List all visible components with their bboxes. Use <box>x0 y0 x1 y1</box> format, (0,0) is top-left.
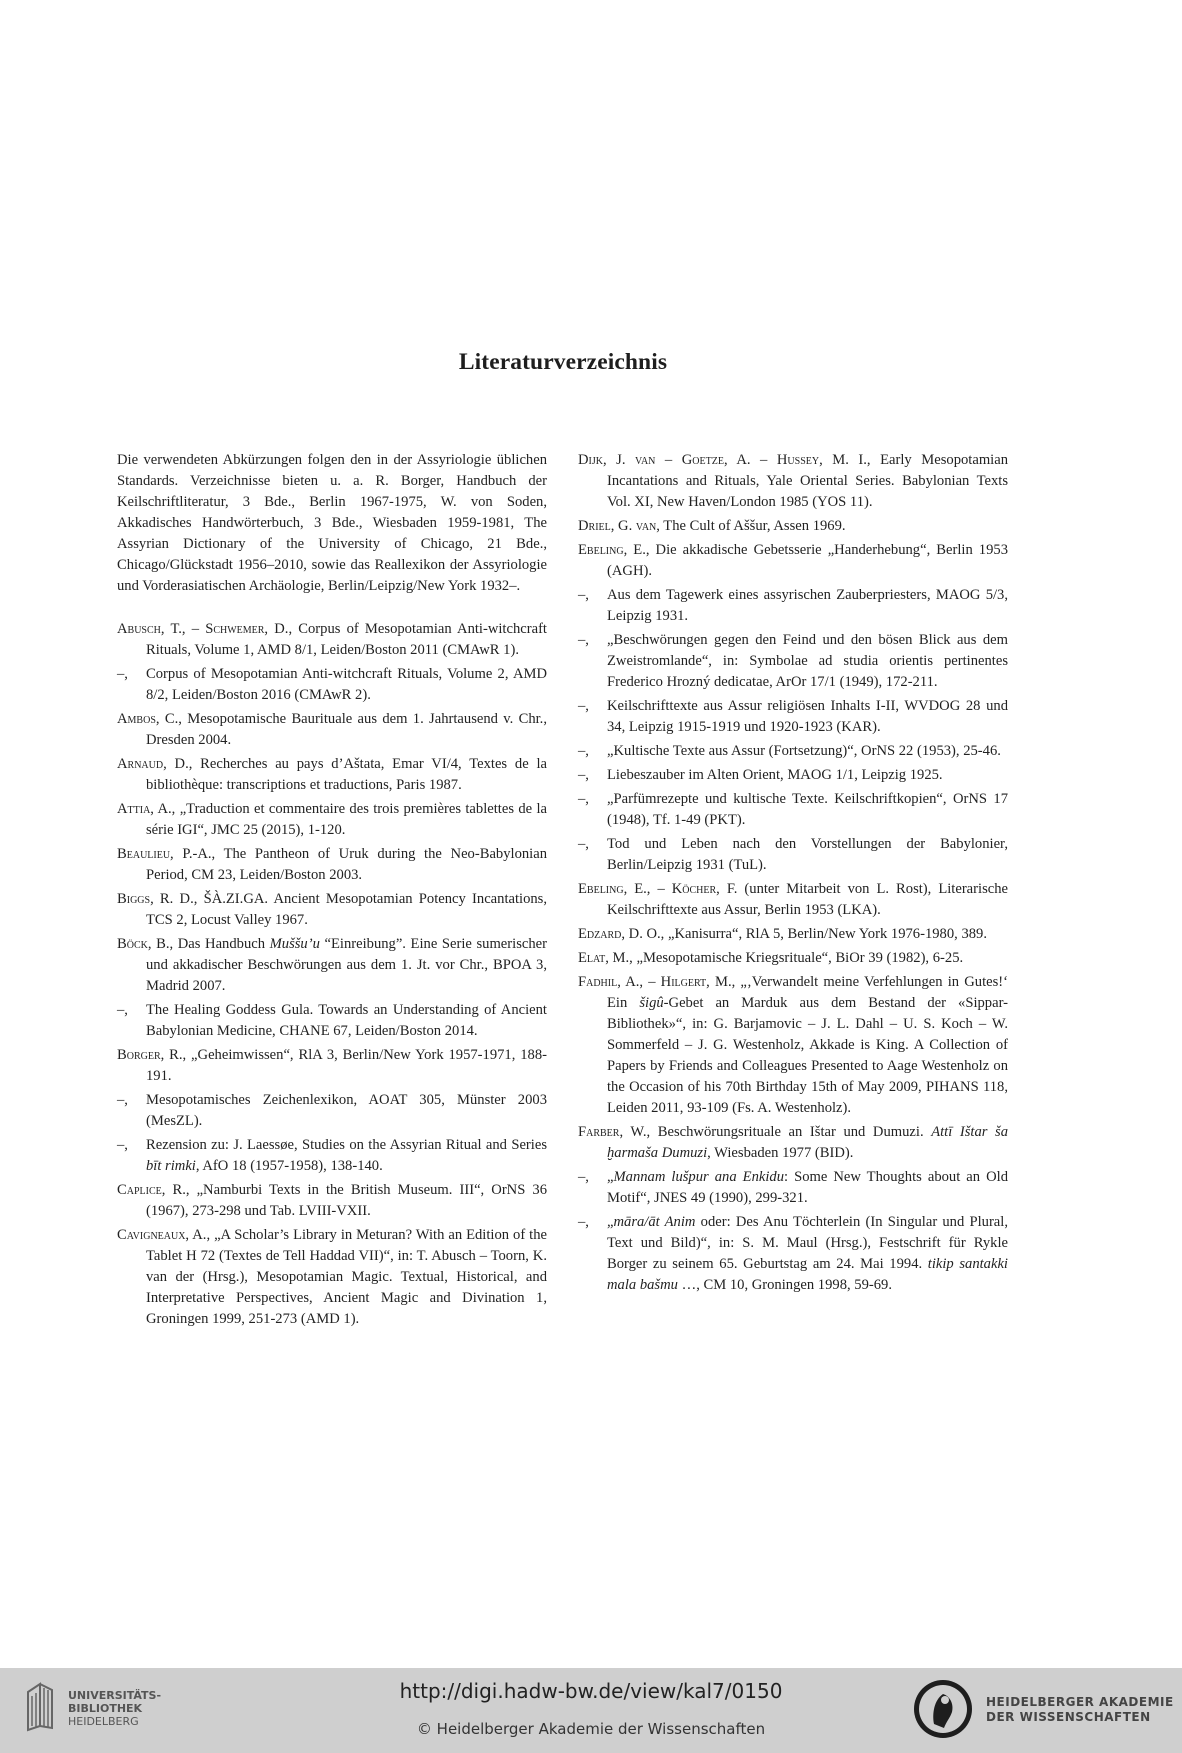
entry-text: Rezension zu: J. Laessøe, Studies on the Assyrian Ritual and Series <box>146 1137 547 1153</box>
entry-dash: –, <box>578 1169 589 1185</box>
entry-text: The Pantheon of Uruk during the Neo-Babylonian Period, CM 23, Leiden/Boston 2003. <box>146 846 547 883</box>
entry-author: Ambos, C., <box>117 711 182 727</box>
entry-italic: māra/āt Anim <box>613 1214 696 1230</box>
entry-dash: –, <box>578 632 589 648</box>
entry-author: Beaulieu, P.-A., <box>117 846 216 862</box>
academy-line-2: DER WISSENSCHAFTEN <box>986 1710 1151 1724</box>
bibliography-entry <box>117 709 547 751</box>
entry-text3: …, CM 10, Groningen 1998, 59-69. <box>677 1277 892 1293</box>
permalink-url[interactable]: http://digi.hadw-bw.de/view/kal7/0150 <box>399 1679 783 1703</box>
entry-text: „Geheimwissen“, RlA 3, Berlin/New York 1957-1971, 188-191. <box>146 1047 547 1084</box>
footer-bar <box>0 1668 1182 1753</box>
entry-text: „‚Verwandelt meine Verfehlungen in Gutes!‘ Ein <box>607 974 1008 1011</box>
bibliography-entry <box>578 879 1008 921</box>
entry-author: Arnaud, D., <box>117 756 193 772</box>
entry-italic: Attī Ištar ša ḫarmaša Dumuzi <box>607 1124 1008 1161</box>
entry-dash: –, <box>578 1214 589 1230</box>
entry-dash: –, <box>578 698 589 714</box>
bibliography-entry <box>578 789 1008 831</box>
bibliography-entry <box>578 741 1008 762</box>
intro-paragraph: Die verwendeten Abkürzungen folgen den in der Assyriologie üblichen Standards. Verzeichnisse bieten u. a. R. Borger, Handbuch der Keilschriftliteratur, 3 Bde., Berlin 1967-1975, W. von Soden, Akkadisches Handwörterbuch, 3 Bde., Wiesbaden 1959-1981, The Assyrian Dictionary of the University of Chicago, 21 Bde., Chicago/Glückstadt 1956–2010, sowie das Reallexikon der Assyriologie und Vorderasiatischen Archäologie, Berlin/Leipzig/New York 1932–. <box>117 452 547 594</box>
entry-text: Corpus of Mesopotamian Anti-witchcraft Rituals, Volume 1, AMD 8/1, Leiden/Boston 2011 (CMAwR 1). <box>146 621 547 658</box>
academy-line-1: HEIDELBERGER AKADEMIE <box>986 1695 1174 1709</box>
academy-label <box>986 1695 1174 1725</box>
entry-text: (unter Mitarbeit von L. Rost), Literarische Keilschrifttexte aus Assur, Berlin 1953 (LKA). <box>607 881 1009 918</box>
entry-text: Liebeszauber im Alten Orient, MAOG 1/1, Leipzig 1925. <box>607 767 943 783</box>
bibliography-entry <box>578 948 1008 969</box>
entry-author: Dijk, J. van – Goetze, A. – Hussey, M. I., <box>578 452 871 468</box>
bibliography-entry <box>117 934 547 997</box>
copyright-notice: © Heidelberger Akademie der Wissenschaften <box>416 1720 766 1738</box>
bibliography-entry <box>578 1122 1008 1164</box>
entry-text: Aus dem Tagewerk eines assyrischen Zauberpriesters, MAOG 5/3, Leipzig 1931. <box>607 587 1008 624</box>
entry-text: „Mesopotamische Kriegsrituale“, BiOr 39 (1982), 6-25. <box>632 950 964 966</box>
entry-text2: oder: Des Anu Töchterlein (In Singular und Plural, Text und Bild)“, in: S. M. Maul (Hrsg.), Festschrift für Rykle Borger zu seinem 65. Geburtstag am 24. Mai 1994. <box>607 1214 1008 1272</box>
entry-author: Cavigneaux, A., <box>117 1227 211 1243</box>
bibliography-entry <box>578 450 1008 513</box>
entry-dash: –, <box>117 1137 128 1153</box>
ub-line-2: BIBLIOTHEK <box>68 1702 143 1715</box>
entry-text: Mesopotamisches Zeichenlexikon, AOAT 305, Münster 2003 (MesZL). <box>146 1092 547 1129</box>
entry-author: Edzard, D. O., <box>578 926 665 942</box>
bibliography-entry <box>578 1212 1008 1296</box>
bibliography-entry <box>117 1225 547 1330</box>
entry-dash: –, <box>117 666 128 682</box>
entry-dash: –, <box>117 1092 128 1108</box>
entry-dash: –, <box>578 743 589 759</box>
entry-text2: -Gebet an Marduk aus dem Bestand der «Sippar-Bibliothek»“, in: G. Barjamovic – J. L. Dahl – U. S. Koch – W. Sommerfeld – J. G. Westenholz, Akkade is King. A Collection of Papers by Friends and Colleagues Presented to Aage Westenholz on the Occasion of his 70th Birthday 15th of May 2009, PIHANS 118, Leiden 2011, 93-109 (Fs. A. Westenholz). <box>607 995 1009 1116</box>
entry-text: „Kultische Texte aus Assur (Fortsetzung)“, OrNS 22 (1953), 25-46. <box>607 743 1001 759</box>
bibliography-entry <box>117 1000 547 1042</box>
entry-text: „Parfümrezepte und kultische Texte. Keilschriftkopien“, OrNS 17 (1948), Tf. 1-49 (PKT). <box>607 791 1008 828</box>
bibliography-entry <box>117 754 547 796</box>
entry-text: „Namburbi Texts in the British Museum. III“, OrNS 36 (1967), 273-298 und Tab. LVIII-VXII. <box>146 1182 548 1219</box>
bibliography-entry <box>117 619 547 661</box>
entry-italic: Mannam lušpur ana Enkidu <box>613 1169 784 1185</box>
entry-author: Farber, W., <box>578 1124 651 1140</box>
entry-text: The Cult of Aššur, Assen 1969. <box>659 518 846 534</box>
entry-dash: –, <box>578 791 589 807</box>
bibliography-entry <box>117 889 547 931</box>
academy-seal-icon <box>912 1678 974 1740</box>
right-entry-list <box>578 450 1008 1296</box>
entry-text: „A Scholar’s Library in Meturan? With an Edition of the Tablet H 72 (Textes de Tell Haddad VII)“, in: T. Abusch – Toorn, K. van der (Hrsg.), Mesopotamian Magic. Textual, Historical, and Interpretative Perspectives, Ancient Magic and Divination 1, Groningen 1999, 251-273 (AMD 1). <box>146 1227 547 1327</box>
entry-text: Mesopotamische Baurituale aus dem 1. Jahrtausend v. Chr., Dresden 2004. <box>146 711 547 748</box>
entry-italic: bīt rimki <box>146 1158 196 1174</box>
entry-author: Driel, G. van, <box>578 518 660 534</box>
bibliography-entry <box>578 585 1008 627</box>
ub-line-3: HEIDELBERG <box>68 1715 139 1728</box>
entry-text: Keilschrifttexte aus Assur religiösen Inhalts I-II, WVDOG 28 und 34, Leipzig 1915-1919 und 1920-1923 (KAR). <box>607 698 1008 735</box>
entry-text: Corpus of Mesopotamian Anti-witchcraft Rituals, Volume 2, AMD 8/2, Leiden/Boston 2016 (CMAwR 2). <box>146 666 547 703</box>
entry-text2: , Wiesbaden 1977 (BID). <box>707 1145 854 1161</box>
ub-line-1: UNIVERSITÄTS- <box>68 1689 162 1702</box>
bibliography-entry <box>578 696 1008 738</box>
entry-dash: –, <box>578 767 589 783</box>
entry-italic: šigû <box>639 995 664 1011</box>
bibliography-entry <box>578 972 1008 1119</box>
entry-author: Ebeling, E., – Köcher, F. <box>578 881 738 897</box>
entry-text: „Kanisurra“, RlA 5, Berlin/New York 1976-1980, 389. <box>664 926 987 942</box>
entry-italic2: tikip santakki mala bašmu <box>607 1256 1008 1293</box>
bibliography-entry <box>117 1180 547 1222</box>
bibliography-entry <box>117 1135 547 1177</box>
entry-author: Attia, A., <box>117 801 176 817</box>
entry-text2: , AfO 18 (1957-1958), 138-140. <box>195 1158 383 1174</box>
entry-italic: Muššu’u <box>269 936 320 952</box>
bibliography-entry <box>578 1167 1008 1209</box>
entry-text: „ <box>607 1169 614 1185</box>
bibliography-entry <box>578 924 1008 945</box>
entry-author: Biggs, R. D., <box>117 891 198 907</box>
entry-text2: : Some New Thoughts about an Old Motif“, JNES 49 (1990), 299-321. <box>607 1169 1008 1206</box>
entry-text: Beschwörungsrituale an Ištar und Dumuzi. <box>650 1124 932 1140</box>
entry-text: Tod und Leben nach den Vorstellungen der Babylonier, Berlin/Leipzig 1931 (TuL). <box>607 836 1008 873</box>
bibliography-entry <box>578 630 1008 693</box>
page-title: Literaturverzeichnis <box>458 349 668 375</box>
entry-text: Die akkadische Gebetsserie „Handerhebung“, Berlin 1953 (AGH). <box>607 542 1008 579</box>
entry-author: Abusch, T., – Schwemer, D., <box>117 621 293 637</box>
entry-text: Das Handbuch <box>173 936 270 952</box>
bibliography-entry <box>578 765 1008 786</box>
entry-author: Caplice, R., <box>117 1182 190 1198</box>
left-entry-list <box>117 619 547 1330</box>
bibliography-right-column <box>578 450 1008 1299</box>
entry-text: „Traduction et commentaire des trois premières tablettes de la série IGI“, JMC 25 (2015), 1-120. <box>146 801 548 838</box>
entry-text: ŠÀ.ZI.GA. Ancient Mesopotamian Potency Incantations, TCS 2, Locust Valley 1967. <box>146 891 548 928</box>
entry-author: Böck, B., <box>117 936 174 952</box>
entry-author: Fadhil, A., – Hilgert, M., <box>578 974 736 990</box>
bibliography-entry <box>117 1090 547 1132</box>
entry-author: Elat, M., <box>578 950 633 966</box>
entry-text2: “Einreibung”. Eine Serie sumerischer und akkadischer Beschwörungen aus dem 1. Jt. vor Chr., BPOA 3, Madrid 2007. <box>146 936 547 994</box>
entry-dash: –, <box>578 836 589 852</box>
entry-author: Borger, R., <box>117 1047 187 1063</box>
entry-text: Early Mesopotamian Incantations and Rituals, Yale Oriental Series. Babylonian Texts Vol. XI, New Haven/London 1985 (YOS 11). <box>607 452 1008 510</box>
bibliography-entry <box>578 540 1008 582</box>
bibliography-left-column <box>117 450 547 1333</box>
bibliography-entry <box>117 1045 547 1087</box>
bibliography-entry <box>578 834 1008 876</box>
entry-text: „Beschwörungen gegen den Feind und den bösen Blick aus dem Zweistromlande“, in: Symbolae ad studia orientis pertinentes Frederico Hrozný dedicatae, ArOr 17/1 (1949), 172-211. <box>607 632 1008 690</box>
entry-dash: –, <box>117 1002 128 1018</box>
bibliography-entry <box>578 516 1008 537</box>
entry-dash: –, <box>578 587 589 603</box>
entry-text: The Healing Goddess Gula. Towards an Understanding of Ancient Babylonian Medicine, CHANE 67, Leiden/Boston 2014. <box>146 1002 547 1039</box>
bibliography-entry <box>117 799 547 841</box>
entry-text: Recherches au pays d’Aštata, Emar VI/4, Textes de la bibliothèque: transcriptions et traductions, Paris 1987. <box>146 756 547 793</box>
bibliography-entry <box>117 844 547 886</box>
entry-text: „ <box>607 1214 614 1230</box>
bibliography-entry <box>117 664 547 706</box>
entry-author: Ebeling, E., <box>578 542 650 558</box>
